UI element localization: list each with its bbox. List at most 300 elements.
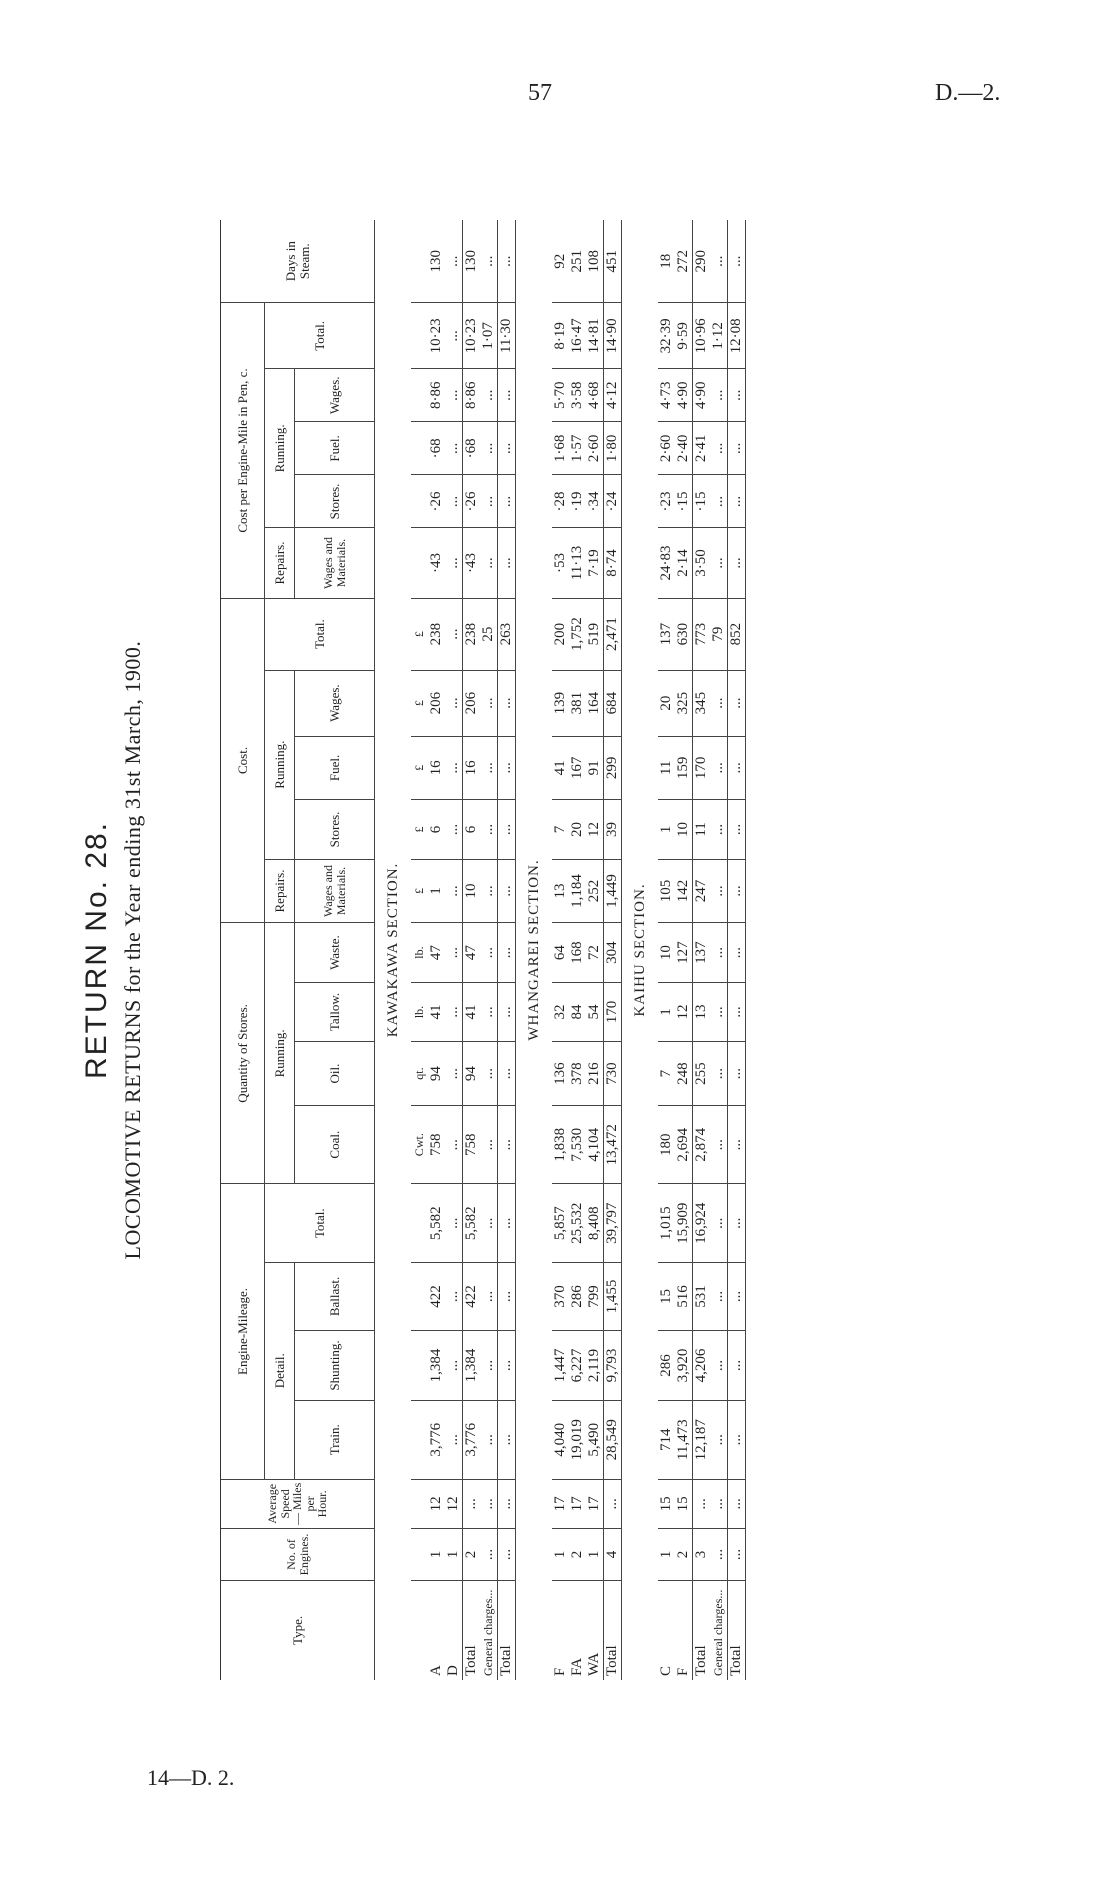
header-no-engines: No. of Engines. <box>221 1529 375 1581</box>
table-cell: ·28 <box>552 475 569 528</box>
table-cell: 12 <box>586 800 604 859</box>
table-cell: 2,119 <box>586 1330 604 1400</box>
row-type: A <box>428 1665 444 1676</box>
table-row <box>463 220 481 1680</box>
table-cell: 10 <box>658 923 675 982</box>
table-cell: ... <box>445 598 463 670</box>
table-cell: 10·23 <box>428 303 445 369</box>
header-cpm-wages: Wages. <box>295 369 375 422</box>
table-cell: ... <box>710 982 728 1041</box>
table-cell: 7 <box>552 800 569 859</box>
table-cell: 8·19 <box>552 303 569 369</box>
header-quantity-stores: Quantity of Stores. <box>221 923 265 1184</box>
table-body <box>375 220 746 1680</box>
table-cell: 4,206 <box>693 1330 711 1400</box>
table-cell: ... <box>480 800 498 859</box>
table-cell: 12,187 <box>693 1401 711 1480</box>
row-type: D <box>445 1665 461 1676</box>
header-avg-speed: Average Speed — Miles per Hour. <box>221 1479 375 1529</box>
table-cell: 15 <box>675 1479 693 1529</box>
table-row <box>445 220 463 1680</box>
table-cell: ... <box>445 1105 463 1184</box>
table-cell: 4 <box>604 1529 622 1581</box>
header-cpm-stores: Stores. <box>295 475 375 528</box>
table-cell: 108 <box>586 220 604 303</box>
table-cell: 1 <box>445 1529 463 1581</box>
table-cell: ... <box>728 982 746 1041</box>
table-cell: 32·39 <box>658 303 675 369</box>
table-cell: 5,582 <box>463 1184 481 1263</box>
row-type: General charges... <box>711 1589 725 1676</box>
table-cell: ... <box>480 528 498 598</box>
header-days-steam: Days in Steam. <box>221 220 375 303</box>
header-engine-mileage: Engine-Mileage. <box>221 1184 265 1479</box>
table-cell: 41 <box>428 982 445 1041</box>
table-cell: 255 <box>693 1042 711 1106</box>
table-cell: 200 <box>552 598 569 670</box>
table-cell: ·15 <box>675 475 693 528</box>
row-type: Total <box>728 1580 746 1680</box>
table-cell: ... <box>498 670 516 736</box>
table-row <box>728 220 746 1680</box>
table-cell: 5,490 <box>586 1401 604 1480</box>
table-cell: 263 <box>498 598 516 670</box>
table-row <box>498 220 516 1680</box>
table-cell: 1,752 <box>569 598 586 670</box>
table-cell: 14·81 <box>586 303 604 369</box>
header-mileage-total: Total. <box>265 1184 375 1263</box>
table-cell: 11·13 <box>569 528 586 598</box>
table-cell: 137 <box>658 598 675 670</box>
table-cell: ... <box>498 1105 516 1184</box>
table-cell: 1,015 <box>658 1184 675 1263</box>
table-cell: 64 <box>552 923 569 982</box>
header-cpm-total: Total. <box>265 303 375 369</box>
table-cell: 2·60 <box>586 422 604 475</box>
table-cell: 6,227 <box>569 1330 586 1400</box>
table-cell: ... <box>710 859 728 923</box>
header-wages-materials: Wages and Materials. <box>295 859 375 923</box>
table-cell: 6 <box>463 800 481 859</box>
return-subtitle: LOCOMOTIVE RETURNS for the Year ending 31st March, 1900. <box>120 640 145 1260</box>
table-cell: 2 <box>463 1529 481 1581</box>
table-cell: 252 <box>586 859 604 923</box>
table-cell: 11 <box>693 800 711 859</box>
table-cell: 130 <box>463 220 481 303</box>
table-cell: ... <box>498 1401 516 1480</box>
table-cell: 24·83 <box>658 528 675 598</box>
table-cell: 345 <box>693 670 711 736</box>
section-heading: WHANGAREI SECTION. <box>525 859 542 1041</box>
table-cell: 251 <box>569 220 586 303</box>
row-type: Total <box>463 1580 481 1680</box>
table-cell: 422 <box>428 1263 445 1331</box>
unit-label: £ <box>411 598 428 670</box>
table-cell: 516 <box>675 1263 693 1331</box>
table-cell: 92 <box>552 220 569 303</box>
header-stores-running: Running. <box>265 923 295 1184</box>
table-cell: 13 <box>552 859 569 923</box>
table-cell: 1·07 <box>480 303 498 369</box>
header-cpm-fuel: Fuel. <box>295 422 375 475</box>
table-row <box>604 220 622 1680</box>
table-cell: 451 <box>604 220 622 303</box>
table-cell: 1,384 <box>463 1330 481 1400</box>
table-cell: ... <box>445 1184 463 1263</box>
table-cell: 10·23 <box>463 303 481 369</box>
table-cell: ·26 <box>428 475 445 528</box>
header-oil: Oil. <box>295 1042 375 1106</box>
table-cell: ... <box>498 475 516 528</box>
table-cell: 299 <box>604 736 622 800</box>
table-cell: 3 <box>693 1529 711 1581</box>
table-cell: ·34 <box>586 475 604 528</box>
table-cell: ... <box>710 369 728 422</box>
table-cell: 852 <box>728 598 746 670</box>
return-title: RETURN No. 28. <box>80 820 113 1080</box>
table-cell: 105 <box>658 859 675 923</box>
table-cell: ... <box>728 1330 746 1400</box>
row-type: General charges... <box>481 1589 495 1676</box>
table-cell: ... <box>445 369 463 422</box>
table-cell: ·53 <box>552 528 569 598</box>
table-cell: ... <box>480 1479 498 1529</box>
row-type: WA <box>586 1652 602 1676</box>
table-cell: 168 <box>569 923 586 982</box>
table-cell: ... <box>710 1105 728 1184</box>
table-cell: 94 <box>428 1042 445 1106</box>
table-cell: 2 <box>675 1529 693 1581</box>
table-cell: 130 <box>428 220 445 303</box>
table-cell: 630 <box>675 598 693 670</box>
table-cell: ... <box>498 422 516 475</box>
unit-label: qt. <box>411 1042 428 1106</box>
table-cell: ... <box>728 1042 746 1106</box>
table-cell: 12 <box>428 1479 445 1529</box>
header-cost-repairs: Repairs. <box>265 859 295 923</box>
table-cell: ... <box>710 1263 728 1331</box>
table-cell: 15 <box>658 1479 675 1529</box>
table-cell: 7·19 <box>586 528 604 598</box>
table-cell: 1 <box>586 1529 604 1581</box>
table-cell: ... <box>480 1529 498 1581</box>
header-stores: Stores. <box>295 800 375 859</box>
table-cell: 164 <box>586 670 604 736</box>
table-cell: ... <box>728 923 746 982</box>
table-cell: 248 <box>675 1042 693 1106</box>
table-cell: ... <box>728 1401 746 1480</box>
header-cpm-repairs: Repairs. <box>265 528 295 598</box>
table-cell: 4,040 <box>552 1401 569 1480</box>
table-cell: 15 <box>658 1263 675 1331</box>
table-cell: 159 <box>675 736 693 800</box>
table-cell: 238 <box>463 598 481 670</box>
table-cell: ·23 <box>658 475 675 528</box>
unit-label: £ <box>411 859 428 923</box>
table-cell: 17 <box>586 1479 604 1529</box>
table-cell: ... <box>480 475 498 528</box>
footer-signature: 14—D. 2. <box>147 1765 235 1790</box>
header-fuel: Fuel. <box>295 736 375 800</box>
table-cell: 1 <box>658 800 675 859</box>
table-cell: ... <box>480 220 498 303</box>
table-cell: ... <box>710 220 728 303</box>
table-cell: 10·96 <box>693 303 711 369</box>
table-row <box>675 220 693 1680</box>
table-cell: ... <box>710 1042 728 1106</box>
table-cell: ... <box>498 1529 516 1581</box>
table-cell: 12 <box>675 982 693 1041</box>
table-cell: 206 <box>428 670 445 736</box>
table-cell: 758 <box>463 1105 481 1184</box>
table-cell: 370 <box>552 1263 569 1331</box>
table-cell: 142 <box>675 859 693 923</box>
unit-label: £ <box>411 736 428 800</box>
table-cell: 1 <box>428 1529 445 1581</box>
table-cell: ... <box>728 475 746 528</box>
table-cell: ... <box>480 1263 498 1331</box>
table-cell: 10 <box>675 800 693 859</box>
table-cell: 286 <box>569 1263 586 1331</box>
table-cell: 127 <box>675 923 693 982</box>
table-cell: ... <box>728 859 746 923</box>
table-cell: 136 <box>552 1042 569 1106</box>
table-cell: ... <box>480 422 498 475</box>
table-cell: 5·70 <box>552 369 569 422</box>
table-cell: 1 <box>658 1529 675 1581</box>
table-row <box>586 220 604 1680</box>
table-row <box>658 220 675 1680</box>
table-cell: ... <box>498 736 516 800</box>
table-cell: 4·90 <box>693 369 711 422</box>
row-type: F <box>552 1667 568 1676</box>
row-type: C <box>658 1665 674 1676</box>
table-cell: ... <box>498 369 516 422</box>
unit-label: Cwt. <box>411 1105 428 1184</box>
table-cell: ... <box>498 220 516 303</box>
table-cell: 2·41 <box>693 422 711 475</box>
table-cell: 1,838 <box>552 1105 569 1184</box>
table-cell: 11 <box>658 736 675 800</box>
table-cell: 4·68 <box>586 369 604 422</box>
table-cell: 2·14 <box>675 528 693 598</box>
header-cost-total: Total. <box>265 598 375 670</box>
table-cell: 272 <box>675 220 693 303</box>
table-cell: ... <box>710 1401 728 1480</box>
table-cell: 15,909 <box>675 1184 693 1263</box>
row-type: F <box>675 1667 691 1676</box>
table-cell: 1,455 <box>604 1263 622 1331</box>
page-number: 57 <box>528 80 552 106</box>
table-cell: 773 <box>693 598 711 670</box>
table-cell: 41 <box>552 736 569 800</box>
table-cell: 206 <box>463 670 481 736</box>
table-cell: ... <box>498 1479 516 1529</box>
header-type: Type. <box>221 1580 375 1680</box>
table-cell: 8,408 <box>586 1184 604 1263</box>
table-cell: 3,920 <box>675 1330 693 1400</box>
table-row <box>552 220 569 1680</box>
table-cell: ... <box>710 1330 728 1400</box>
table-cell: ... <box>480 923 498 982</box>
table-cell: ... <box>728 1184 746 1263</box>
row-type: Total <box>604 1580 622 1680</box>
table-cell: 8·86 <box>428 369 445 422</box>
table-row <box>569 220 586 1680</box>
table-cell: 17 <box>552 1479 569 1529</box>
table-cell: ... <box>445 303 463 369</box>
table-cell: ·68 <box>463 422 481 475</box>
table-cell: ... <box>445 220 463 303</box>
table-cell: ... <box>480 736 498 800</box>
table-cell: ... <box>604 1479 622 1529</box>
table-cell: 28,549 <box>604 1401 622 1480</box>
table-cell: ... <box>498 1184 516 1263</box>
table-cell: 137 <box>693 923 711 982</box>
table-cell: 730 <box>604 1042 622 1106</box>
table-cell: ... <box>445 923 463 982</box>
table-cell: 2·60 <box>658 422 675 475</box>
table-cell: ... <box>710 528 728 598</box>
table-cell: 47 <box>428 923 445 982</box>
table-cell: 1,184 <box>569 859 586 923</box>
table-cell: 16·47 <box>569 303 586 369</box>
table-cell: 16 <box>428 736 445 800</box>
table-cell: ... <box>710 736 728 800</box>
table-cell: ... <box>498 528 516 598</box>
table-cell: 1·12 <box>710 303 728 369</box>
table-cell: 9,793 <box>604 1330 622 1400</box>
table-cell: 1·80 <box>604 422 622 475</box>
table-cell: ... <box>710 1479 728 1529</box>
header-train: Train. <box>295 1401 375 1480</box>
table-cell: 5,857 <box>552 1184 569 1263</box>
table-cell: ·19 <box>569 475 586 528</box>
table-cell: ... <box>728 422 746 475</box>
page-reference: D.—2. <box>935 80 1001 106</box>
table-cell: 13,472 <box>604 1105 622 1184</box>
locomotive-returns-table <box>220 220 746 1680</box>
table-cell: ... <box>498 800 516 859</box>
table-cell: 25 <box>480 598 498 670</box>
table-row <box>693 220 711 1680</box>
table-cell: 20 <box>569 800 586 859</box>
table-cell: 41 <box>463 982 481 1041</box>
table-cell: ... <box>480 1042 498 1106</box>
table-cell: 18 <box>658 220 675 303</box>
table-cell: ... <box>445 528 463 598</box>
table-cell: 684 <box>604 670 622 736</box>
table-cell: 12 <box>445 1479 463 1529</box>
table-cell: 47 <box>463 923 481 982</box>
table-cell: ... <box>480 369 498 422</box>
table-cell: ·24 <box>604 475 622 528</box>
table-cell: 25,532 <box>569 1184 586 1263</box>
unit-label: £ <box>411 670 428 736</box>
table-cell: 1·57 <box>569 422 586 475</box>
table-cell: ... <box>498 982 516 1041</box>
table-cell: 4,104 <box>586 1105 604 1184</box>
table-cell: 17 <box>569 1479 586 1529</box>
header-wages: Wages. <box>295 670 375 736</box>
table-cell: ·43 <box>428 528 445 598</box>
table-cell: 2,694 <box>675 1105 693 1184</box>
table-cell: ... <box>710 1184 728 1263</box>
header-waste: Waste. <box>295 923 375 982</box>
table-cell: ... <box>498 1263 516 1331</box>
table-cell: 1,447 <box>552 1330 569 1400</box>
table-row <box>428 220 445 1680</box>
table-cell: 758 <box>428 1105 445 1184</box>
section-heading: KAWAKAWA SECTION. <box>384 862 401 1038</box>
header-shunting: Shunting. <box>295 1330 375 1400</box>
row-type: FA <box>569 1657 585 1676</box>
table-cell: ... <box>710 422 728 475</box>
table-row <box>710 220 728 1680</box>
table-cell: ... <box>728 1263 746 1331</box>
table-cell: ... <box>728 736 746 800</box>
table-cell: 422 <box>463 1263 481 1331</box>
table-cell: ... <box>445 1401 463 1480</box>
table-cell: ... <box>480 982 498 1041</box>
rotated-table-page <box>80 220 1010 1680</box>
table-cell: ... <box>480 859 498 923</box>
table-cell: ... <box>498 1042 516 1106</box>
table-cell: ... <box>710 475 728 528</box>
table-cell: 39 <box>604 800 622 859</box>
table-cell: 170 <box>604 982 622 1041</box>
table-cell: 9·59 <box>675 303 693 369</box>
unit-label: lb. <box>411 923 428 982</box>
table-cell: 54 <box>586 982 604 1041</box>
table-cell: 1 <box>658 982 675 1041</box>
table-cell: 4·12 <box>604 369 622 422</box>
table-cell: 167 <box>569 736 586 800</box>
table-cell: 1,384 <box>428 1330 445 1400</box>
table-cell: 286 <box>658 1330 675 1400</box>
table-cell: 7,530 <box>569 1105 586 1184</box>
table-cell: 6 <box>428 800 445 859</box>
table-cell: ... <box>480 1401 498 1480</box>
table-cell: 290 <box>693 220 711 303</box>
table-cell: ... <box>728 369 746 422</box>
table-cell: ... <box>498 923 516 982</box>
table-cell: ... <box>445 475 463 528</box>
table-cell: 3·58 <box>569 369 586 422</box>
table-cell: 238 <box>428 598 445 670</box>
table-cell: 84 <box>569 982 586 1041</box>
table-cell: ... <box>710 670 728 736</box>
table-cell: 1 <box>428 859 445 923</box>
table-cell: 3,776 <box>428 1401 445 1480</box>
table-cell: ... <box>445 670 463 736</box>
table-cell: 20 <box>658 670 675 736</box>
table-cell: ... <box>728 528 746 598</box>
table-cell: 11·30 <box>498 303 516 369</box>
table-row <box>480 220 498 1680</box>
table-cell: 381 <box>569 670 586 736</box>
table-cell: 8·74 <box>604 528 622 598</box>
row-type: Total <box>693 1580 711 1680</box>
table-cell: 247 <box>693 859 711 923</box>
unit-label: £ <box>411 800 428 859</box>
table-cell: 19,019 <box>569 1401 586 1480</box>
table-cell: 2 <box>569 1529 586 1581</box>
table-cell: 39,797 <box>604 1184 622 1263</box>
table-cell: 180 <box>658 1105 675 1184</box>
table-cell: 79 <box>710 598 728 670</box>
section-heading: KAIHU SECTION. <box>631 883 648 1017</box>
